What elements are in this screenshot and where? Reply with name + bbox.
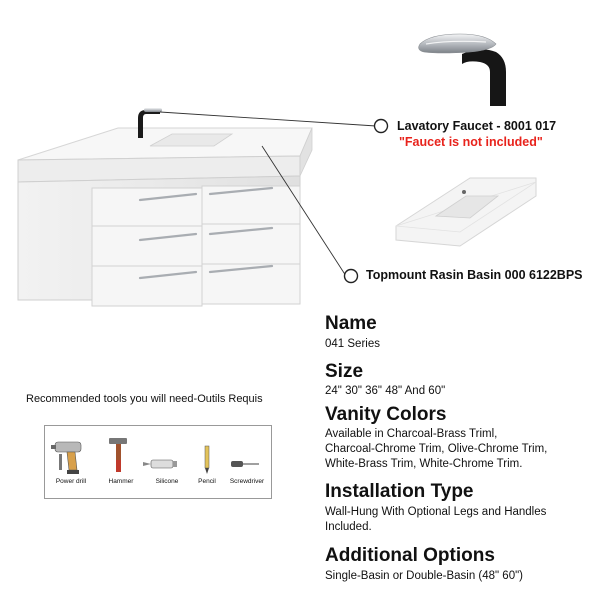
tools-heading: Recommended tools you will need-Outils Requis [26,393,263,405]
faucet-not-included-note: "Faucet is not included" [399,135,543,149]
pencil-icon [205,446,209,474]
tools-icons [45,426,271,498]
vanity-colors-heading: Vanity Colors [325,404,447,425]
installation-type-heading: Installation Type [325,481,474,502]
faucet-callout-marker [375,120,388,133]
name-value: 041 Series [325,338,380,350]
vanity-cabinet [18,108,312,306]
tool-label-hammer: Hammer [108,478,134,485]
vanity-colors-line: Available in Charcoal-Brass Triml, [325,428,498,440]
faucet-detail-image [419,34,506,106]
tool-label-power-drill: Power drill [55,478,87,485]
basin-detail-image [396,178,536,246]
size-heading: Size [325,361,364,382]
tool-label-silicone: Silicone [155,478,179,485]
additional-options-heading: Additional Options [325,545,495,566]
silicone-tube-icon [143,460,177,468]
tools-box [44,425,272,499]
tool-label-pencil: Pencil [198,478,216,485]
installation-line: Included. [325,521,372,533]
faucet-title: Lavatory Faucet - 8001 017 [397,119,557,133]
additional-options-value: Single-Basin or Double-Basin (48" 60") [325,570,524,582]
basin-title: Topmount Rasin Basin 000 6122BPS [366,268,583,282]
basin-callout-marker [345,270,358,283]
installation-line: Wall-Hung With Optional Legs and Handles [325,506,547,518]
specs-panel [325,314,595,584]
screwdriver-icon [231,461,259,467]
drawer-fronts [92,186,300,306]
tool-label-screwdriver: Screwdriver [229,478,265,485]
name-heading: Name [325,313,377,334]
vanity-colors-line: White-Brass Trim, White-Chrome Trim. [325,458,523,470]
power-drill-icon [51,442,81,474]
hammer-icon [109,438,127,472]
size-value: 24" 30" 36" 48" And 60" [325,385,446,397]
vanity-colors-line: Charcoal-Chrome Trim, Olive-Chrome Trim, [325,443,548,455]
